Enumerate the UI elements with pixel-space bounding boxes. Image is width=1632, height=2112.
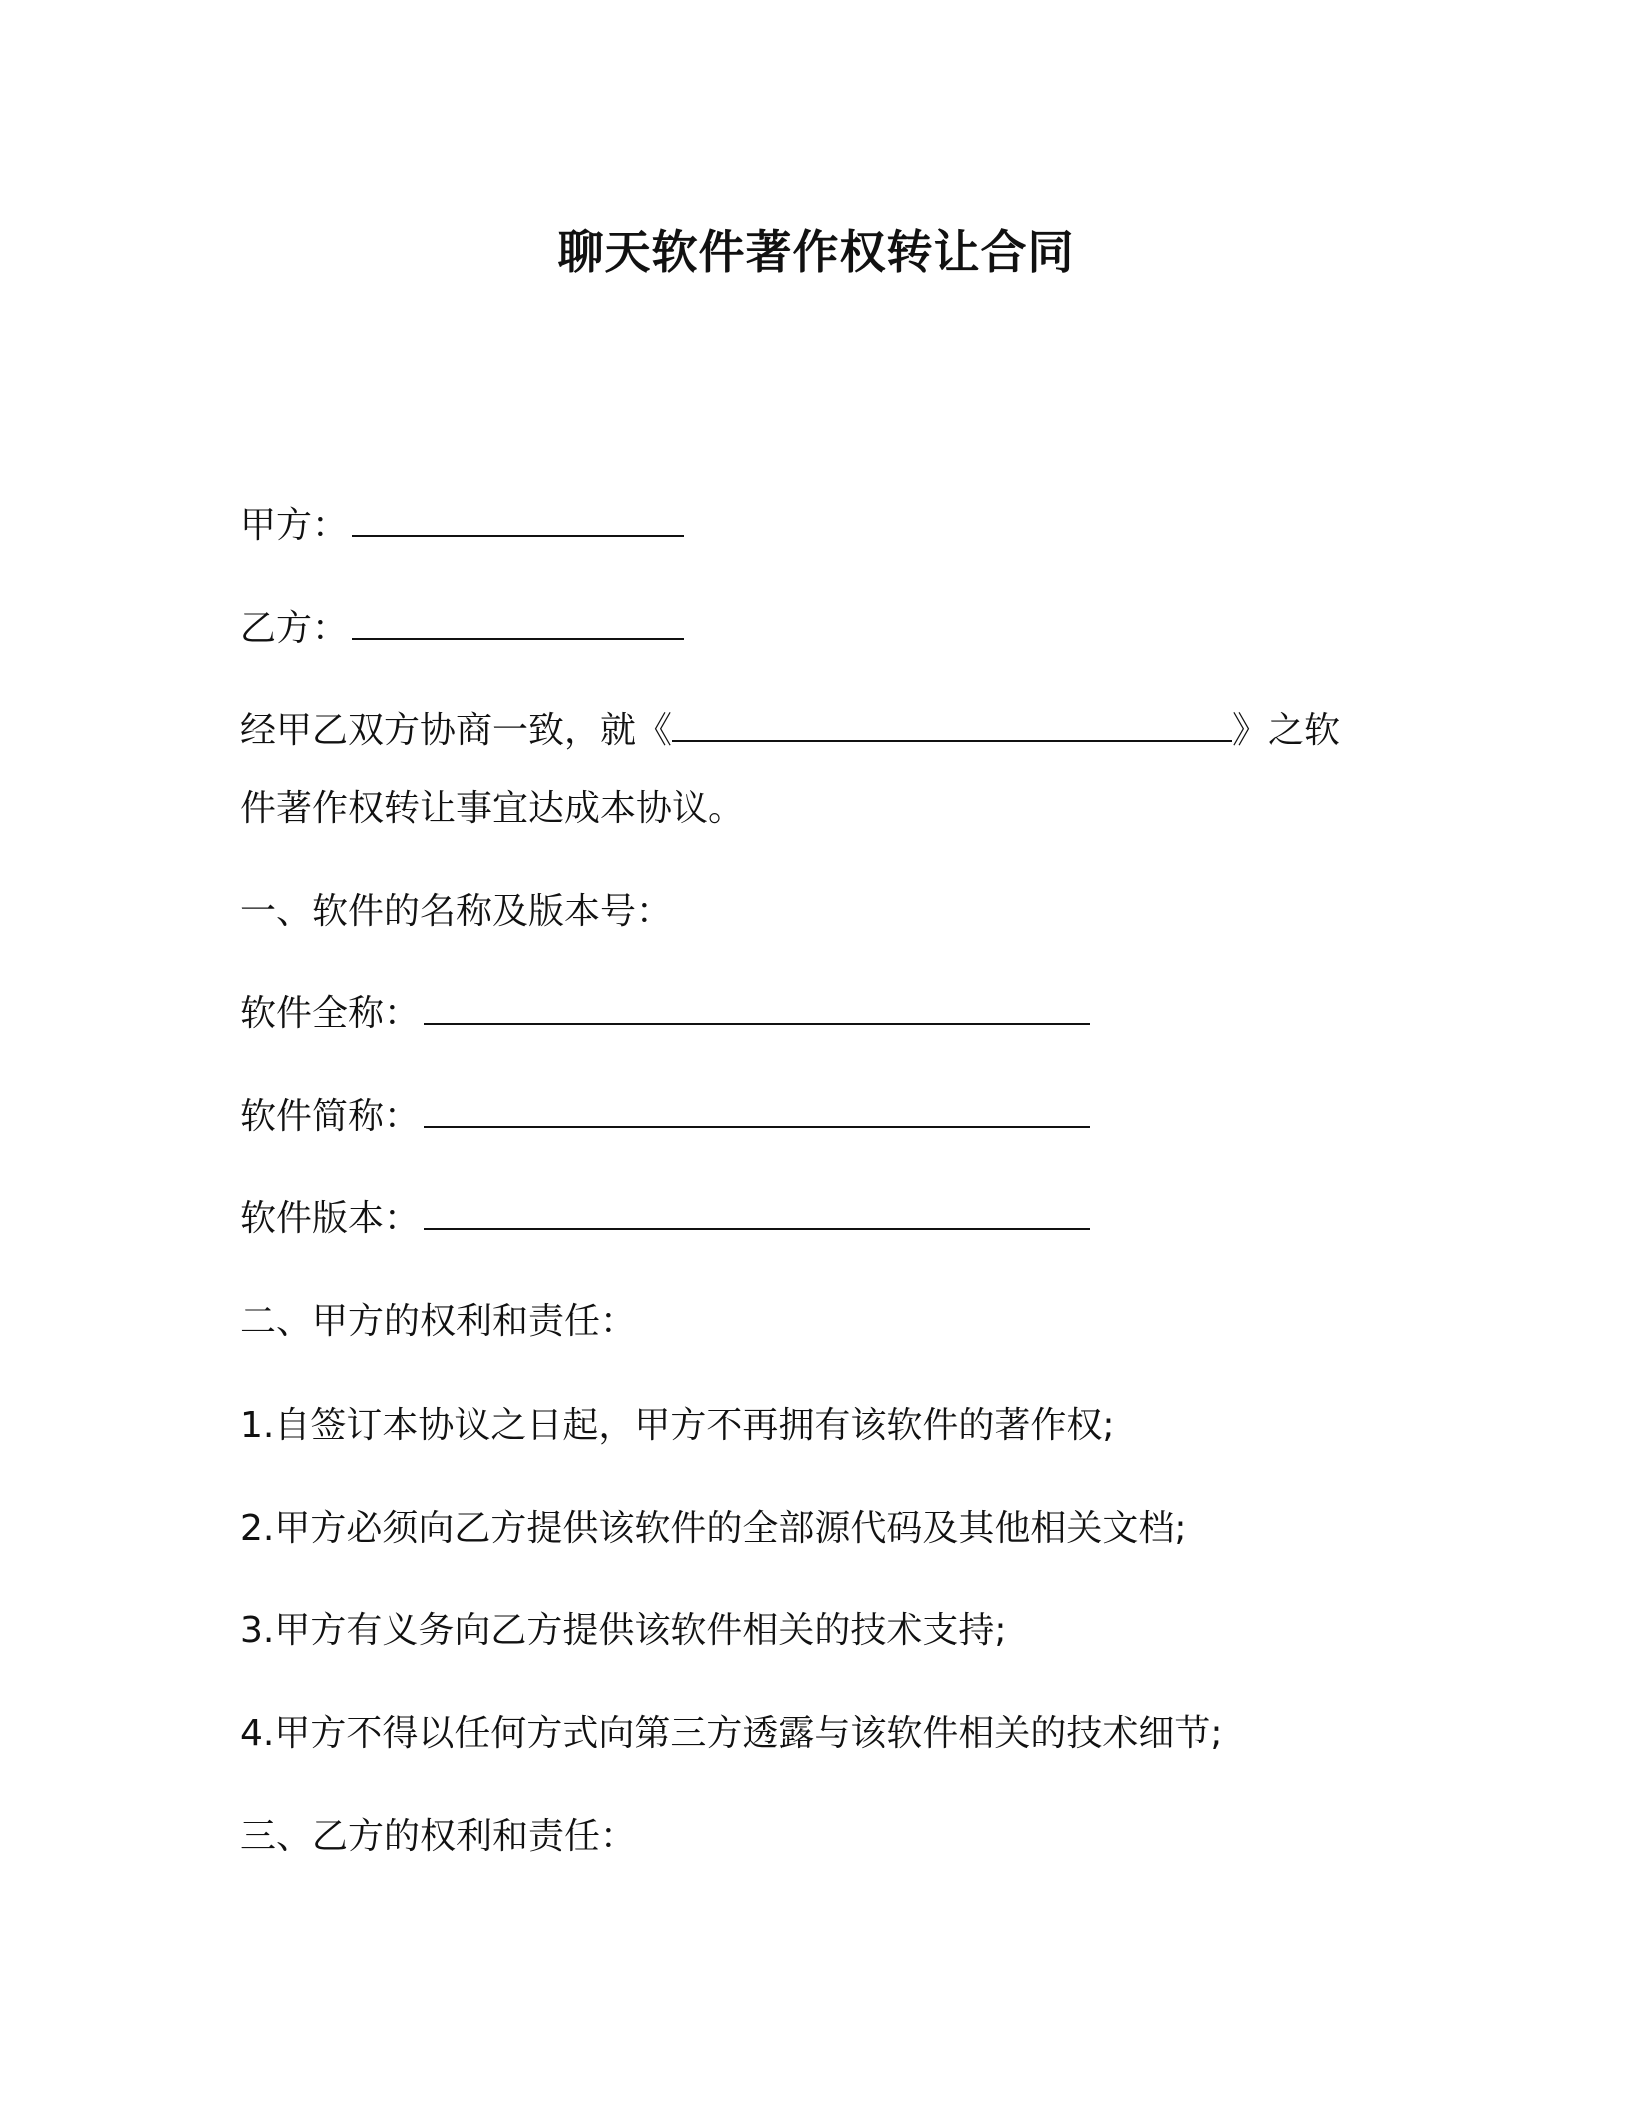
software-full-name-label: 软件全称：: [240, 993, 421, 1034]
software-full-name-blank[interactable]: [424, 993, 1090, 1025]
intro-line-1: [240, 707, 1340, 755]
party-a-label: 甲方：: [240, 505, 349, 546]
intro-line1-end: 》之软: [1232, 710, 1341, 751]
party-b-label: 乙方：: [240, 608, 349, 649]
section3-heading: 三、乙方的权利和责任：: [240, 1816, 637, 1857]
party-a-blank[interactable]: [352, 505, 684, 537]
clause-4: 4.甲方不得以任何方式向第三方透露与该软件相关的技术细节;: [240, 1713, 1223, 1754]
software-version-label: 软件版本：: [240, 1198, 421, 1239]
section2-heading: 二、甲方的权利和责任：: [240, 1301, 637, 1342]
software-short-name-blank[interactable]: [424, 1096, 1090, 1128]
clause-2: 2.甲方必须向乙方提供该软件的全部源代码及其他相关文档;: [240, 1508, 1187, 1549]
party-b-blank[interactable]: [352, 608, 684, 640]
software-title-blank[interactable]: [672, 710, 1232, 742]
software-full-name-line: [240, 990, 1090, 1038]
intro-line1-start: 经甲乙双方协商一致，就《: [240, 710, 673, 751]
party-a-line: [240, 502, 684, 550]
clause-3: 3.甲方有义务向乙方提供该软件相关的技术支持;: [240, 1610, 1007, 1651]
clause-1: 1.自签订本协议之日起，甲方不再拥有该软件的著作权;: [240, 1405, 1115, 1446]
software-short-name-label: 软件简称：: [240, 1096, 421, 1137]
software-version-blank[interactable]: [424, 1198, 1090, 1230]
intro-line-2: 件著作权转让事宜达成本协议。: [240, 788, 745, 829]
party-b-line: [240, 605, 684, 653]
section1-heading: 一、软件的名称及版本号：: [240, 891, 673, 932]
software-version-line: [240, 1195, 1090, 1243]
document-title: 聊天软件著作权转让合同: [557, 225, 1075, 279]
software-short-name-line: [240, 1093, 1090, 1141]
